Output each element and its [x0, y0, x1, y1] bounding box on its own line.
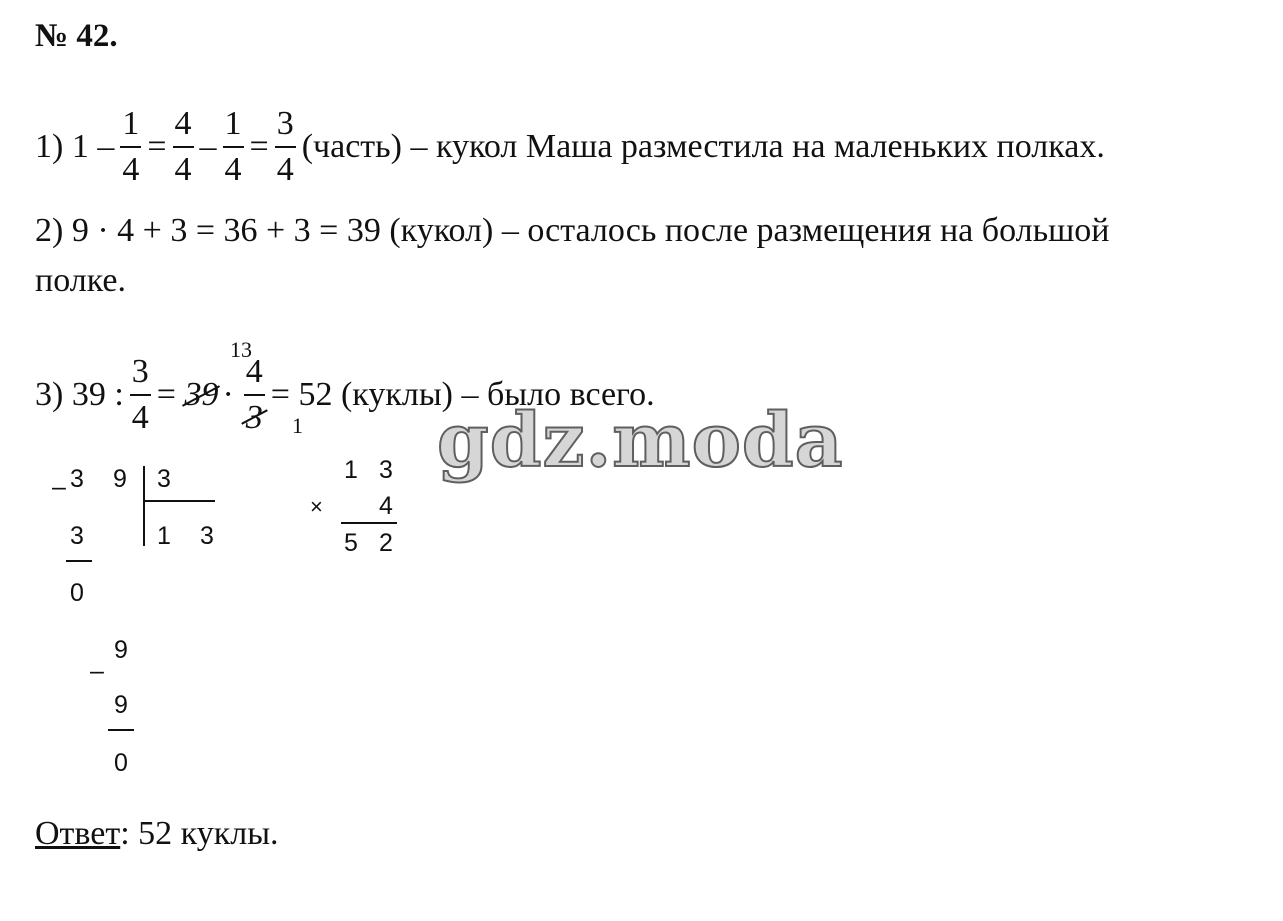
- rule-2: [108, 729, 134, 731]
- step-1: [35, 107, 1105, 187]
- step-1-minus-2: –: [199, 128, 217, 165]
- mult-top-digit-2: 3: [379, 456, 393, 484]
- fraction-4-3-crossed: $\frac{4}{3}$: [245, 353, 263, 436]
- mult-top-digit-1: 1: [344, 456, 358, 484]
- answer: [35, 815, 279, 853]
- fraction-1-4-second: $\frac{1}{4}$: [224, 105, 242, 188]
- equals-sign: =: [147, 128, 167, 165]
- mult-rule: [341, 522, 397, 524]
- dividend-digit-1: 3: [70, 465, 84, 493]
- reduced-1: 1: [292, 413, 303, 438]
- answer-label: Ответ: [35, 815, 121, 852]
- multiplier: 4: [379, 492, 393, 520]
- quotient-digit-2: 3: [200, 522, 214, 550]
- mult-result-digit-2: 2: [379, 529, 393, 557]
- fraction-1-4: $\frac{1}{4}$: [122, 105, 140, 188]
- problem-title: № 42.: [35, 18, 118, 54]
- step-3-label: 3) 39 :: [35, 376, 124, 413]
- fraction-3-4: $\frac{3}{4}$: [276, 105, 294, 188]
- subtract-2: 9: [114, 691, 128, 719]
- divisor: 3: [157, 465, 171, 493]
- multiply-sign: ×: [310, 494, 323, 519]
- remainder-2: 0: [114, 749, 128, 777]
- step-2-line-2: полке.: [35, 262, 126, 299]
- division-minus-2: –: [90, 657, 104, 685]
- equals-sign-2: =: [249, 128, 269, 165]
- fraction-3-4-divisor: $\frac{3}{4}$: [131, 353, 149, 436]
- answer-text: : 52 куклы.: [120, 815, 279, 852]
- step-1-label: 1): [35, 128, 64, 165]
- step-1-minus: –: [97, 128, 115, 165]
- reduced-13: 13: [230, 337, 252, 362]
- fraction-4-4: $\frac{4}{4}$: [174, 105, 192, 188]
- watermark: gdz.moda: [437, 398, 844, 484]
- crossed-39: 39: [184, 376, 219, 413]
- bring-down-9: 9: [114, 636, 128, 664]
- dividend-digit-2: 9: [113, 465, 127, 493]
- step-3-dot: ·: [222, 376, 234, 413]
- step-1-text: (часть) – кукол Маша разместила на маленьких полках.: [301, 128, 1105, 165]
- subtract-1: 3: [70, 522, 84, 550]
- step-3-text: = 52 (куклы) – было всего.: [270, 376, 655, 413]
- division-vertical-line: [143, 466, 145, 546]
- quotient-digit-1: 1: [157, 522, 171, 550]
- remainder-1: 0: [70, 579, 84, 607]
- step-1-one: 1: [71, 128, 89, 165]
- mult-result-digit-1: 5: [344, 529, 358, 557]
- rule-1: [66, 560, 92, 562]
- step-2-line-1: 2) 9 · 4 + 3 = 36 + 3 = 39 (кукол) – осталось после размещения на большой: [35, 212, 1110, 249]
- division-horizontal-line: [143, 500, 215, 502]
- step-3-equals: =: [156, 376, 176, 413]
- division-minus: –: [52, 473, 66, 501]
